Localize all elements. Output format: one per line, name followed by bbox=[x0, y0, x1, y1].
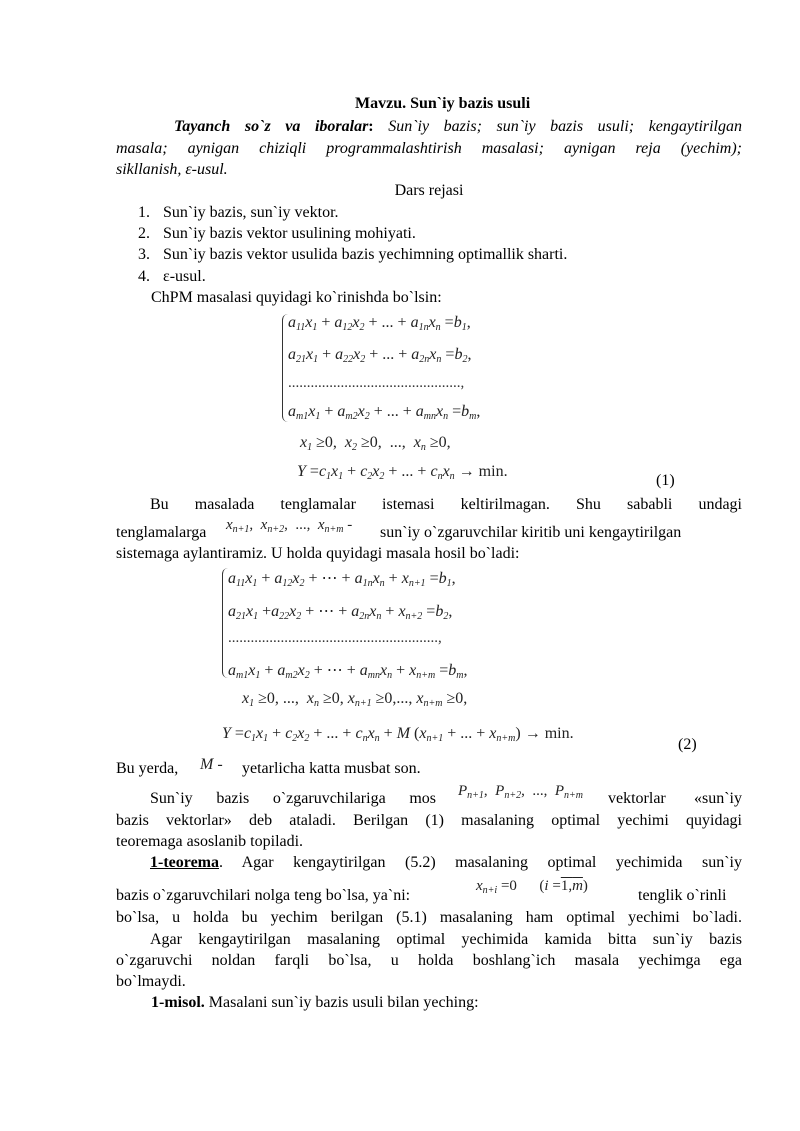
system-1-row-2: $a_{21}x_1 + a_{22}x_2$ + ... + $a_{2n}x_n =b_2$, bbox=[288, 346, 472, 365]
plan-item-2-num: 2. bbox=[138, 225, 150, 242]
system-1-number: (1) bbox=[656, 472, 675, 489]
theorem-line-1: 1-teorema. Agar kengaytirilgan (5.2) masalaning optimal yechimida sun`iy bbox=[150, 854, 742, 871]
plan-item-2: Sun`iy bazis vektor usulining mohiyati. bbox=[163, 225, 416, 242]
system-2-nonneg: $x_1 \ge 0$, ..., $x_n \ge 0$, $x_{n+1} \ge 0$,..., $x_{n+m} \ge 0$, bbox=[242, 690, 468, 709]
artificial-vectors: $P_{n+1}$, $P_{n+2}$, ..., $P_{n+m}$ bbox=[458, 783, 583, 801]
para-2-suffix: yetarlicha katta musbat son. bbox=[242, 760, 421, 777]
system-1-row-m: $a_{m1}x_1 + a_{m2}x_2$ + ... + $a_{mn}x_n =b_m$, bbox=[288, 403, 481, 422]
theorem-label: 1-teorema bbox=[150, 854, 219, 871]
para-3-line-3: teoremaga asoslanib topiladi. bbox=[116, 833, 304, 850]
system-1-row-1: $a_{11}x_1 + a_{12}x_2$ + ... + $a_{1n}x_n =b_1$, bbox=[288, 314, 471, 333]
theorem-condition: $x_{n+i} =0$ (i =1,m) bbox=[476, 878, 588, 896]
para-1-prefix: tenglamalarga bbox=[116, 524, 207, 541]
keywords-line-2: masala; aynigan chiziqli programmalashtirish masalasi; aynigan reja (yechim); bbox=[116, 140, 742, 157]
keywords-line-1 bbox=[116, 117, 742, 137]
plan-item-1: Sun`iy bazis, sun`iy vektor. bbox=[163, 204, 339, 221]
plan-item-3-num: 3. bbox=[138, 246, 150, 263]
system-2-row-m: $a_{m1}x_1 + a_{m2}x_2$ + ⋯ + $a_{mn}x_n + x_{n+m} =b_m$, bbox=[228, 662, 468, 681]
plan-heading: Dars rejasi bbox=[394, 182, 464, 199]
para-2-prefix: Bu yerda, bbox=[116, 760, 179, 777]
plan-item-4-num: 4. bbox=[138, 268, 150, 285]
para-4-line-1: Agar kengaytirilgan masalaning optimal yechimida kamida bitta sun`iy bazis bbox=[150, 931, 742, 948]
theorem-line-2-suffix: tenglik o`rinli bbox=[638, 887, 727, 904]
keywords-colon: : bbox=[368, 118, 374, 135]
para-1-suffix: sun`iy o`zgaruvchilar kiritib uni kengaytirilgan bbox=[380, 524, 682, 541]
system-2-number: (2) bbox=[678, 736, 697, 753]
para-1-line-3: sistemaga aylantiramiz. U holda quyidagi masala hosil bo`ladi: bbox=[116, 545, 520, 562]
example-label: 1-misol. bbox=[151, 994, 205, 1011]
theorem-line-2-prefix: bazis o`zgaruvchilari nolga teng bo`lsa, ya`ni: bbox=[116, 887, 411, 904]
keywords-text-1: Sun`iy bazis; sun`iy bazis usuli; kengaytirilgan bbox=[373, 118, 743, 135]
para-4-line-2: o`zgaruvchi noldan farqli bo`lsa, u holda boshlang`ich masala yechimga ega bbox=[116, 952, 742, 969]
para-1-line-1: Bu masalada tenglamalar istemasi keltirilmagan. Shu sababli undagi bbox=[150, 496, 742, 513]
plan-item-4: ε-usul. bbox=[163, 268, 206, 285]
system-1-nonneg: $x_1 \ge 0$, $x_2 \ge 0$, ..., $x_n \ge 0$, bbox=[300, 434, 451, 453]
plan-item-1-num: 1. bbox=[138, 204, 150, 221]
system-2-objective: $Y =c_1x_1 + c_2x_2$ + ... + $c_nx_n + M$ ($x_{n+1}$ + ... + $x_{n+m}) \to \min$. bbox=[222, 725, 574, 744]
page-title: Mavzu. Sun`iy bazis usuli bbox=[355, 95, 531, 112]
keywords-label: Tayanch so`z va iboralar bbox=[174, 118, 369, 135]
system-1-objective: $Y =c_1x_1 + c_2x_2$ + ... + $c_nx_n \to \min$. bbox=[297, 463, 508, 482]
para-3-prefix: Sun`iy bazis o`zgaruvchilariga mos bbox=[150, 790, 436, 807]
para-3-line-2: bazis vektorlar» deb ataladi. Berilgan (1) masalaning optimal yechimi quyidagi bbox=[116, 812, 742, 829]
keywords-line-3: sikllanish, ε-usul. bbox=[116, 161, 228, 178]
system-2-row-1: $a_{11}x_1 + a_{12}x_2$ + ⋯ + $a_{1n}x_n + x_{n+1} =b_1$, bbox=[228, 570, 456, 589]
system-1-dots: .............................................., bbox=[288, 375, 465, 391]
theorem-line-3: bo`lsa, u holda bu yechim berilgan (5.1) masalaning ham optimal yechimi bo`ladi. bbox=[116, 909, 742, 926]
example-line bbox=[151, 994, 479, 1012]
artificial-vars: $x_{n+1}$, $x_{n+2}$, ..., $x_{n+m}$ - bbox=[226, 517, 353, 535]
m-variable: M - bbox=[200, 756, 223, 773]
system-2-row-2: $a_{21}x_1 +a_{22}x_2$ + ⋯ + $a_{2n}x_n + x_{n+2} =b_2$, bbox=[228, 603, 453, 622]
para-3-suffix: vektorlar «sun`iy bbox=[608, 790, 742, 807]
plan-item-3: Sun`iy bazis vektor usulida bazis yechimning optimallik sharti. bbox=[163, 246, 568, 263]
system-2-dots: ........................................................, bbox=[228, 630, 442, 646]
example-text: Masalani sun`iy bazis usuli bilan yeching: bbox=[204, 994, 479, 1011]
intro-text: ChPM masalasi quyidagi ko`rinishda bo`lsin: bbox=[151, 289, 442, 306]
para-4-line-3: bo`lmaydi. bbox=[116, 973, 186, 990]
